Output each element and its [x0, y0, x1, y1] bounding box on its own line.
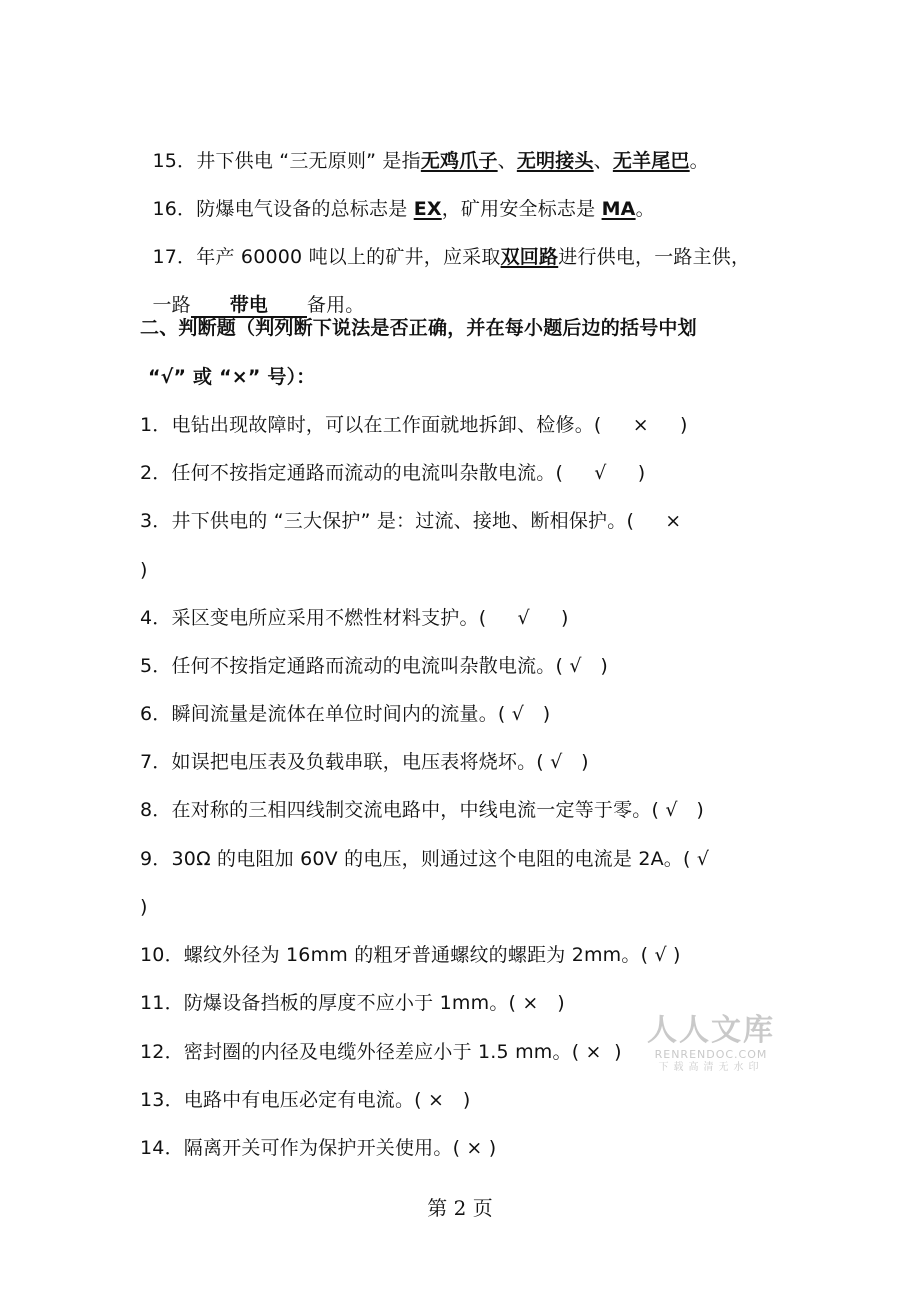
- judge-item: 8．在对称的三相四线制交流电路中，中线电流一定等于零。( √ ): [140, 799, 704, 821]
- answer: 无明接头: [516, 150, 594, 172]
- fill-item-16: [140, 170, 655, 222]
- judge-item-continued: ): [140, 896, 148, 918]
- fill-item-text: 、: [593, 150, 613, 172]
- answer: 双回路: [500, 246, 559, 268]
- section-heading-continued: “√” 或 “×” 号）：: [148, 366, 316, 388]
- fill-item-text: 。: [689, 150, 709, 172]
- judge-item: 7．如误把电压表及负载串联，电压表将烧坏。( √ ): [140, 751, 589, 773]
- watermark-subtitle: 下载高清无水印: [658, 1062, 764, 1073]
- watermark-url: RENRENDOC.COM: [654, 1048, 768, 1061]
- section-heading: 二、判断题（判列断下说法是否正确，并在每小题后边的括号中划: [140, 317, 697, 339]
- answer: MA: [601, 198, 636, 220]
- judge-item: 12．密封圈的内径及电缆外径差应小于 1.5 mm。( × ): [140, 1041, 622, 1063]
- judge-item: 1．电钻出现故障时，可以在工作面就地拆卸、检修。( × ): [140, 414, 688, 436]
- fill-item-text: 进行供电，一路主供，: [558, 246, 751, 268]
- fill-item-17: [140, 218, 750, 270]
- judge-item: 3．井下供电的 “三大保护” 是：过流、接地、断相保护。( ×: [140, 510, 682, 532]
- judge-item: 4．采区变电所应采用不燃性材料支护。( √ ): [140, 607, 569, 629]
- judge-item-continued: ): [140, 559, 148, 581]
- judge-item: 2．任何不按指定通路而流动的电流叫杂散电流。( √ ): [140, 462, 646, 484]
- watermark-title: 人人文库: [647, 1013, 775, 1048]
- judge-item: 9．30Ω 的电阻加 60V 的电压，则通过这个电阻的电流是 2A。( √: [140, 848, 710, 870]
- fill-item-text: 17．年产 60000 吨以上的矿井，应采取: [152, 246, 501, 268]
- judge-item: 11．防爆设备挡板的厚度不应小于 1mm。( × ): [140, 992, 565, 1014]
- fill-item-text: 15．井下供电 “三无原则” 是指: [152, 150, 421, 172]
- fill-item-text: 备用。: [306, 294, 365, 316]
- judge-item: 10．螺纹外径为 16mm 的粗牙普通螺纹的螺距为 2mm。( √ ): [140, 944, 681, 966]
- judge-item: 14．隔离开关可作为保护开关使用。( × ): [140, 1137, 497, 1159]
- fill-item-text: 。: [635, 198, 655, 220]
- fill-item-text: 一路: [152, 294, 191, 316]
- watermark: [646, 1014, 776, 1075]
- answer-blank: 带电: [191, 294, 307, 318]
- page-number: 第 2 页: [427, 1196, 493, 1220]
- fill-item-17-continued: [140, 266, 365, 318]
- answer: 无羊尾巴: [612, 150, 690, 172]
- fill-item-text: 16．防爆电气设备的总标志是: [152, 198, 414, 220]
- fill-item-text: ，矿用安全标志是: [441, 198, 602, 220]
- fill-item-15: [140, 122, 709, 174]
- judge-item: 5．任何不按指定通路而流动的电流叫杂散电流。( √ ): [140, 655, 608, 677]
- answer: 无鸡爪子: [420, 150, 498, 172]
- judge-item: 6．瞬间流量是流体在单位时间内的流量。( √ ): [140, 703, 551, 725]
- answer: EX: [413, 198, 442, 220]
- fill-item-text: 、: [497, 150, 517, 172]
- judge-item: 13．电路中有电压必定有电流。( × ): [140, 1089, 471, 1111]
